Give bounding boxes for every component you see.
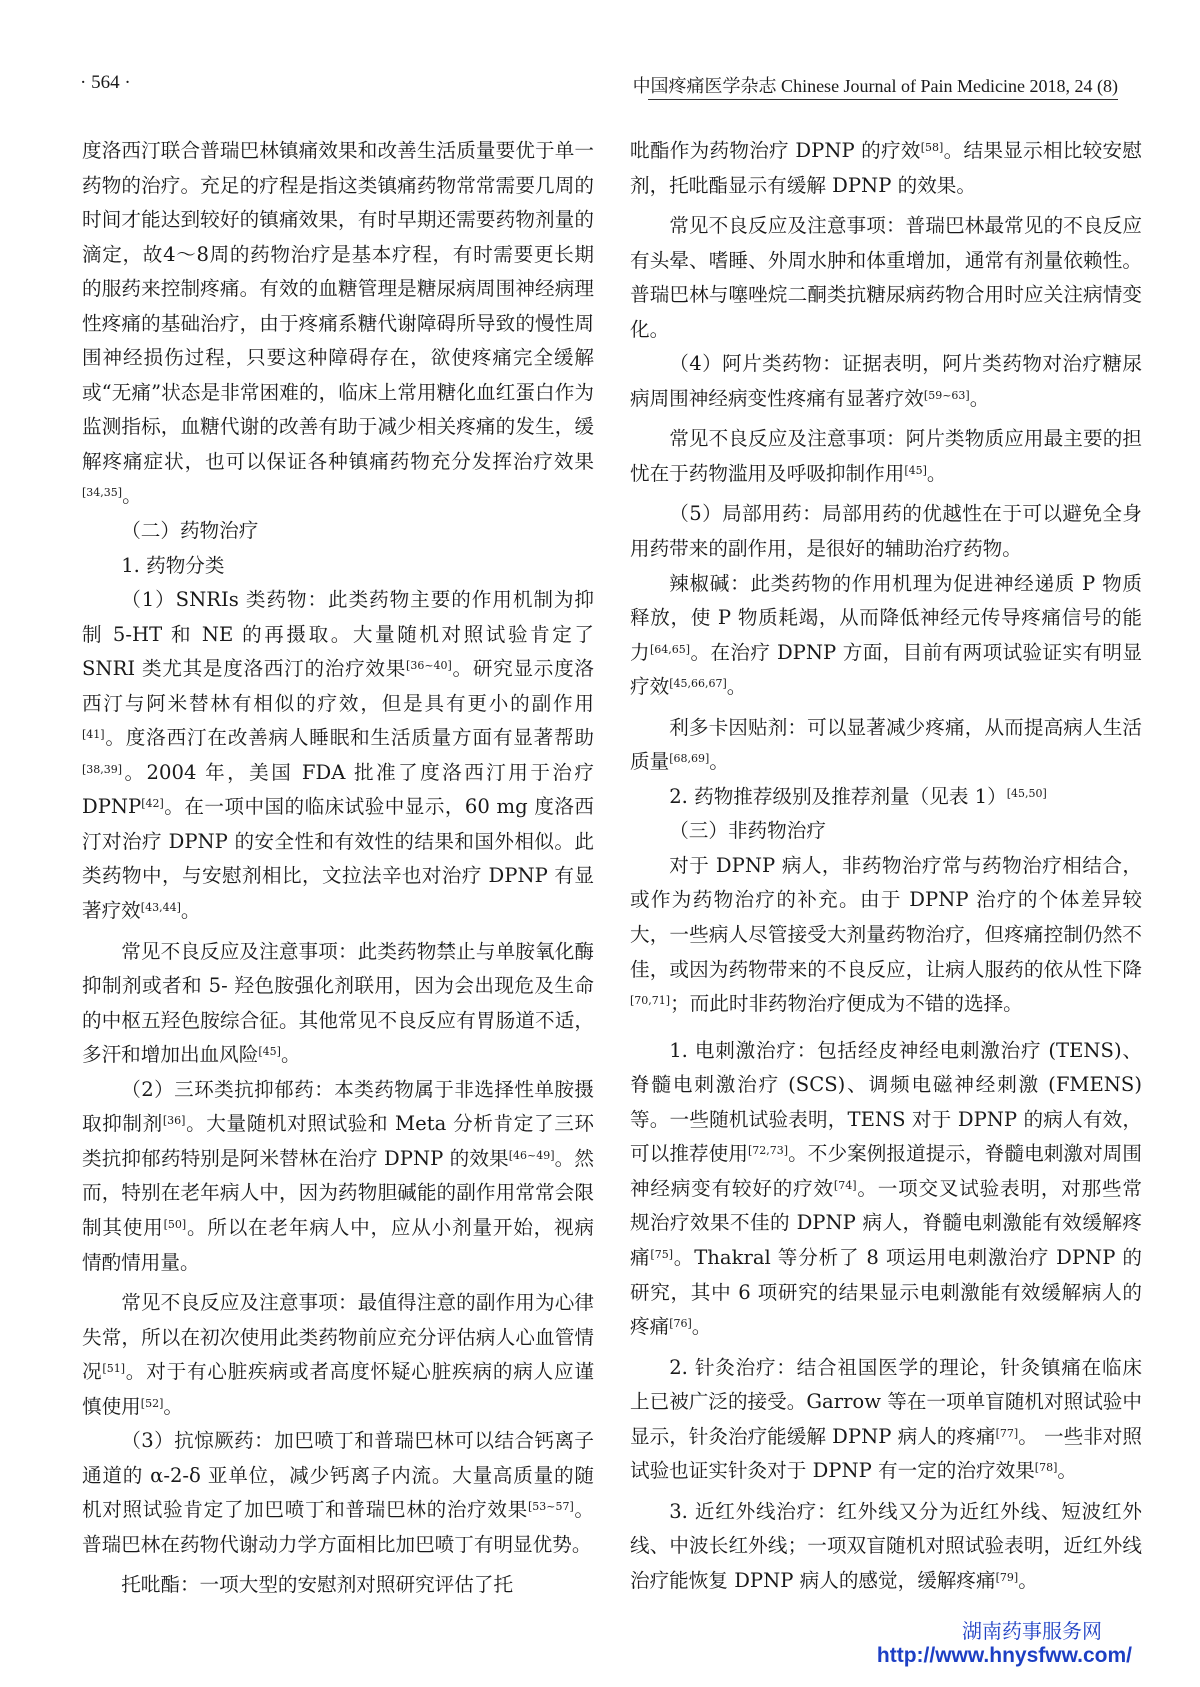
citation-ref: [45,50] — [1006, 786, 1047, 800]
citation-ref: [43,44] — [140, 901, 181, 915]
paragraph-text: 。 — [280, 1043, 301, 1067]
citation-ref: [72,73] — [747, 1144, 789, 1158]
paragraph-text: 。 — [691, 1315, 712, 1339]
citation-ref: [51] — [102, 1362, 125, 1376]
paragraph — [82, 1568, 594, 1603]
paragraph-text: 。大量随机对照试验和 Meta 分析肯定了三环类抗抑郁药特别是阿米替林在治疗 DPNP 的效果 — [82, 1112, 595, 1170]
paragraph-text: 1. 药物分类 — [121, 553, 225, 577]
paragraph-text: 。 — [180, 899, 201, 923]
citation-ref: [76] — [669, 1317, 692, 1331]
paragraph-text: 吡酯作为药物治疗 DPNP 的疗效 — [630, 139, 921, 162]
paragraph — [82, 935, 594, 1073]
paragraph — [82, 1073, 594, 1280]
paragraph-text: 。结果显示相比较安慰剂，托吡酯显示有缓解 DPNP 的效果。 — [630, 139, 1142, 197]
paragraph-text: 。 — [709, 750, 729, 774]
paragraph — [630, 1495, 1142, 1599]
paragraph-text: 利多卡因贴剂：可以显著减少疼痛，从而提高病人生活质量 — [630, 715, 1142, 774]
paragraph-text: （4）阿片类药物：证据表明，阿片类药物对治疗糖尿病周围神经病变性疼痛有显著疗效 — [630, 352, 1142, 410]
paragraph — [630, 422, 1142, 491]
paragraph-text: 3. 近红外线治疗：红外线又分为近红外线、短波红外线、中波长红外线；一项双盲随机对照试验表明，近红外线治疗能恢复 DPNP 病人的感觉，缓解疼痛 — [630, 1499, 1142, 1592]
paragraph-text: 常见不良反应及注意事项：最值得注意的副作用为心律失常，所以在初次使用此类药物前应充分评估病人心血管情况 — [82, 1291, 594, 1384]
paragraph-text: 。在一项中国的临床试验中显示，60 mg 度洛西汀对治疗 DPNP 的安全性和有效性的结果和国外相似。此类药物中，与安慰剂相比，文拉法辛也对治疗 DPNP 有显著疗效 — [82, 795, 594, 923]
citation-ref: [36] — [162, 1114, 186, 1128]
paragraph-text: 。不少案例报道提示，脊髓电刺激对周围神经病变有较好的疗效 — [630, 1142, 1143, 1200]
paragraph-text: 。2004 年，美国 FDA 批准了度洛西汀用于治疗 DPNP — [82, 760, 594, 819]
paragraph — [630, 1351, 1142, 1489]
paragraph-text: （5）局部用药：局部用药的优越性在于可以避免全身用药带来的副作用，是很好的辅助治疗药物。 — [630, 502, 1142, 561]
paragraph-text: 辣椒碱：此类药物的作用机理为促进神经递质 P 物质释放，使 P 物质耗竭，从而降低神经元传导疼痛信号的能力 — [630, 571, 1142, 664]
citation-ref: [64,65] — [649, 642, 691, 656]
citation-ref: [77] — [995, 1426, 1019, 1440]
citation-ref: [78] — [1034, 1461, 1058, 1475]
citation-ref: [34,35] — [82, 486, 123, 500]
page-number: · 564 · — [80, 72, 131, 93]
citation-ref: [74] — [833, 1178, 857, 1192]
citation-ref: [58] — [920, 141, 944, 154]
paragraph — [82, 1424, 594, 1562]
paragraph-text: 。Thakral 等分析了 8 项运用电刺激治疗 DPNP 的研究，其中 6 项研究的结果显示电刺激能有效缓解病人的疼痛 — [630, 1245, 1143, 1339]
citation-ref: [36~40] — [406, 659, 452, 673]
paragraph-text: （三）非药物治疗 — [669, 819, 826, 843]
paragraph-text: 2. 药物推荐级别及推荐剂量（见表 1） — [669, 784, 1007, 808]
paragraph-text: ；而此时非药物治疗便成为不错的选择。 — [670, 992, 1023, 1016]
citation-ref: [42] — [141, 797, 164, 811]
paragraph-text: 。 — [726, 675, 747, 699]
paragraph — [630, 1034, 1142, 1345]
paragraph-text: 度洛西汀联合普瑞巴林镇痛效果和改善生活质量要优于单一药物的治疗。充足的疗程是指这类镇痛药物常常需要几周的时间才能达到较好的镇痛效果，有时早期还需要药物剂量的滴定，故4～8周的药物治疗是基本疗程，有时需要更长期的服药来控制疼痛。有效的血糖管理是糖尿病周围神经病理性疼痛的基础治疗，由于疼痛系糖代谢障碍所导致的慢性周围神经损伤过程，只要这种障碍存在，欲使疼痛完全缓解或“无痛”状态是非常困难的，临床上常用糖化血红蛋白作为监测指标，血糖代谢的改善有助于减少相关疼痛的发生，缓解疼痛症状，也可以保证各种镇痛药物充分发挥治疗效果 — [82, 139, 594, 473]
paragraph-text: （1）SNRIs 类药物：此类药物主要的作用机制为抑制 5-HT 和 NE 的再摄取。大量随机对照试验肯定了 SNRI 类尤其是度洛西汀的治疗效果 — [82, 588, 594, 681]
citation-ref: [70,71] — [630, 994, 671, 1008]
paragraph-text: 托吡酯：一项大型的安慰剂对照研究评估了托 — [121, 1573, 514, 1597]
paragraph-text: 。 — [122, 484, 142, 508]
paragraph-text: （2）三环类抗抑郁药：本类药物属于非选择性单胺摄取抑制剂 — [82, 1077, 594, 1136]
paragraph-text: 。 — [1018, 1568, 1038, 1592]
paragraph-text: 。普瑞巴林在药物代谢动力学方面相比加巴喷丁有明显优势。 — [82, 1498, 595, 1556]
paragraph — [630, 497, 1142, 566]
paragraph — [630, 209, 1142, 347]
paragraph — [82, 134, 594, 514]
paragraph-text: 。在治疗 DPNP 方面，目前有两项试验证实有明显疗效 — [630, 640, 1143, 699]
paragraph-text: 。 — [926, 461, 947, 485]
citation-ref: [46~49] — [508, 1148, 555, 1162]
citation-ref: [50] — [163, 1217, 187, 1231]
paragraph-text: 。一项交叉试验表明，对那些常规治疗效果不佳的 DPNP 病人，脊髓电刺激能有效缓解疼痛 — [630, 1176, 1143, 1269]
paragraph-text: 常见不良反应及注意事项：此类药物禁止与单胺氧化酶抑制剂或者和 5- 羟色胺强化剂联用，因为会出现危及生命的中枢五羟色胺综合征。其他常见不良反应有胃肠道不适，多汗和增加出血风险 — [82, 939, 594, 1067]
citation-ref: [59~63] — [923, 388, 970, 402]
paragraph-text: 常见不良反应及注意事项：阿片类物质应用最主要的担忧在于药物滥用及呼吸抑制作用 — [630, 427, 1142, 485]
citation-ref: [45] — [258, 1045, 281, 1059]
citation-ref: [45,66,67] — [669, 677, 727, 691]
citation-ref: [45] — [904, 463, 927, 477]
paragraph-text: 。 一些非对照试验也证实针灸对于 DPNP 有一定的治疗效果 — [630, 1424, 1142, 1483]
paragraph-text: 。研究显示度洛西汀与阿米替林有相似的疗效，但是具有更小的副作用 — [82, 657, 594, 715]
paragraph-text: 。 — [163, 1394, 183, 1418]
paragraph — [630, 347, 1142, 416]
paragraph-text: 1. 电刺激治疗：包括经皮神经电刺激治疗 (TENS)、脊髓电刺激治疗 (SCS)、调频电磁神经刺激 (FMENS) 等。一些随机试验表明，TENS 对于 DPNP 的病人有效，可以推荐使用 — [630, 1038, 1142, 1166]
citation-ref: [52] — [140, 1396, 164, 1410]
paragraph-text: 。 — [1057, 1459, 1077, 1483]
paragraph-text: 。然而，特别在老年病人中，因为药物胆碱能的副作用常常会限制其使用 — [82, 1146, 594, 1239]
paragraph-text: 常见不良反应及注意事项：普瑞巴林最常见的不良反应有头晕、嗜睡、外周水肿和体重增加，通常有剂量依赖性。普瑞巴林与噻唑烷二酮类抗糖尿病药物合用时应关注病情变化。 — [630, 214, 1142, 341]
header-rule — [648, 99, 1118, 100]
citation-ref: [75] — [650, 1247, 673, 1261]
citation-ref: [38,39] — [82, 762, 123, 776]
paragraph-text: （3）抗惊厥药：加巴喷丁和普瑞巴林可以结合钙离子通道的 α-2-δ 亚单位，减少钙离子内流。大量高质量的随机对照试验肯定了加巴喷丁和普瑞巴林的治疗效果 — [82, 1429, 594, 1522]
watermark-url[interactable]: http://www.hnysfww.com/ — [876, 1644, 1132, 1667]
citation-ref: [79] — [995, 1570, 1019, 1584]
citation-ref: [68,69] — [669, 752, 710, 766]
paragraph — [630, 780, 1142, 815]
paragraph-text: 。对于有心脏疾病或者高度怀疑心脏疾病的病人应谨慎使用 — [82, 1360, 595, 1418]
paragraph — [630, 814, 1142, 849]
paragraph — [82, 549, 594, 584]
citation-ref: [53~57] — [527, 1500, 574, 1514]
paragraph-text: 。所以在老年病人中，应从小剂量开始，视病情酌情用量。 — [82, 1215, 595, 1274]
paragraph — [82, 1286, 594, 1424]
watermark-site-name: 湖南药事服务网 — [962, 1621, 1102, 1643]
paragraph-text: 对于 DPNP 病人，非药物治疗常与药物治疗相结合， 或作为药物治疗的补充。由于 DPNP 治疗的个体差异较大，一些病人尽管接受大剂量药物治疗，但疼痛控制仍然不佳，或因为药物带来的不良反应，让病人服药的依从性下降 — [630, 853, 1142, 981]
paragraph-text: （二）药物治疗 — [121, 519, 259, 543]
right-column — [630, 134, 1142, 1598]
paragraph-text: 。 — [969, 386, 990, 410]
paragraph — [82, 583, 594, 928]
citation-ref: [41] — [82, 728, 105, 742]
paragraph — [82, 514, 594, 549]
paragraph — [630, 849, 1142, 1022]
left-column — [82, 134, 594, 1603]
paragraph-text: 。度洛西汀在改善病人睡眠和生活质量方面有显著帮助 — [104, 726, 594, 750]
paragraph — [630, 711, 1142, 780]
paragraph — [630, 567, 1142, 705]
paragraph — [630, 134, 1142, 203]
paragraph-text: 2. 针灸治疗：结合祖国医学的理论，针灸镇痛在临床上已被广泛的接受。Garrow 等在一项单盲随机对照试验中显示，针灸治疗能缓解 DPNP 病人的疼痛 — [630, 1355, 1142, 1448]
journal-header: 中国疼痛医学杂志 Chinese Journal of Pain Medicine 2018, 24 (8) — [632, 76, 1118, 96]
